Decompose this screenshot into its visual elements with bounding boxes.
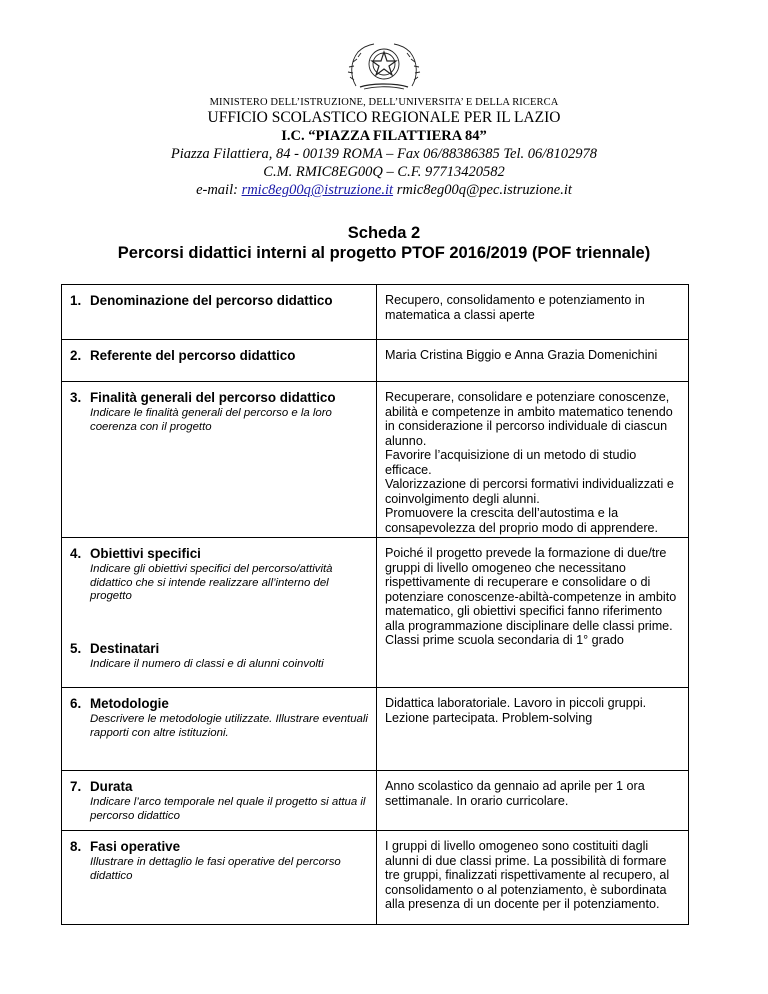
row-number: 3.	[70, 390, 82, 405]
table-row	[62, 771, 689, 831]
row-value-text: Anno scolastico da gennaio ad aprile per 1 ora settimanale. In orario curricolare.	[385, 779, 645, 808]
row-value-cell	[377, 831, 689, 925]
row-label: Metodologie	[90, 696, 169, 711]
table-row	[62, 688, 689, 771]
row-value-text: Promuovere la crescita dell’autostima e la consapevolezza del proprio modo di apprendere.	[385, 506, 659, 535]
school-codes: C.M. RMIC8EG00Q – C.F. 97713420582	[263, 164, 505, 180]
row-value-text: Didattica laboratoriale. Lavoro in piccoli gruppi. Lezione partecipata. Problem-solving	[385, 696, 647, 725]
email-link[interactable]: rmic8eg00q@istruzione.it	[241, 182, 394, 198]
email-prefix: e-mail:	[196, 182, 242, 198]
row-description: Indicare le finalità generali del percorso e la loro coerenza con il progetto	[90, 407, 332, 433]
row-value-cell	[377, 688, 689, 771]
row-label-cell	[62, 538, 377, 688]
row-label: Fasi operative	[90, 839, 181, 854]
row-description: Illustrare in dettaglio le fasi operative del percorso didattico	[90, 856, 341, 882]
row-value-text: I gruppi di livello omogeneo sono costituiti dagli alunni di due classi prime. La possibilità di formare tre gruppi, finalizzati rispettivamente al recupero, al consolidamento o al potenziamento, è subordinata alla presenza di un docente per il potenziamento.	[385, 839, 670, 911]
row-description: Indicare l’arco temporale nel quale il progetto si attua il percorso didattico	[90, 796, 366, 822]
row-value-cell	[377, 340, 689, 382]
row-description: Indicare il numero di classi e di alunni coinvolti	[90, 657, 324, 670]
row-number: 7.	[70, 779, 82, 794]
row-label: Destinatari	[90, 640, 160, 656]
row-value-text: Classi prime scuola secondaria di 1° grado	[385, 633, 624, 647]
row-value-text: Poiché il progetto prevede la formazione di due/tre gruppi di livello omogeneo che necessitano rispettivamente di recuperare e consolidare o di potenziare conoscenze-abiltà-competenze in ambito matematico, gli obiettivi specifici fanno riferimento alla programmazione disciplinare delle classi prime.	[385, 546, 677, 633]
row-label: Durata	[90, 779, 133, 794]
row-value-text: Favorire l’acquisizione di un metodo di studio efficace.	[385, 448, 637, 477]
document-title: Scheda 2	[347, 224, 421, 242]
row-number: 2.	[70, 348, 82, 363]
table-row	[62, 382, 689, 538]
row-label: Referente del percorso didattico	[90, 348, 296, 363]
table-row	[62, 831, 689, 925]
school-name: I.C. “PIAZZA FILATTIERA 84”	[281, 128, 487, 144]
scheda-table	[61, 284, 689, 925]
row-label: Finalità generali del percorso didattico	[90, 390, 336, 405]
row-number: 4.	[70, 546, 82, 561]
row-label: Obiettivi specifici	[90, 546, 201, 561]
ministry-line: MINISTERO DELL’ISTRUZIONE, DELL’UNIVERSITA’ E DELLA RICERCA	[209, 97, 559, 108]
row-description: Indicare gli obiettivi specifici del percorso/attività didattico che si intende realizzare all’interno del progetto	[90, 563, 333, 602]
row-value-cell	[377, 538, 689, 688]
table-row	[62, 285, 689, 340]
row-description: Descrivere le metodologie utilizzate. Illustrare eventuali rapporti con altre istituzioni.	[90, 713, 368, 739]
table-row	[62, 340, 689, 382]
row-label-cell	[62, 285, 377, 340]
regional-office-line: UFFICIO SCOLASTICO REGIONALE PER IL LAZIO	[207, 109, 561, 126]
row-value-cell	[377, 771, 689, 831]
school-email-line	[0, 182, 768, 199]
row-value-cell	[377, 285, 689, 340]
row-label: Denominazione del percorso didattico	[90, 293, 333, 308]
row-number: 6.	[70, 696, 82, 711]
document-subtitle: Percorsi didattici interni al progetto PTOF 2016/2019 (POF triennale)	[117, 244, 651, 262]
school-address: Piazza Filattiera, 84 - 00139 ROMA – Fax 06/88386385 Tel. 06/8102978	[170, 146, 598, 162]
row-value-text: Valorizzazione di percorsi formativi individualizzati e coinvolgimento degli alunni.	[385, 477, 674, 506]
row-value-text: Recupero, consolidamento e potenziamento in matematica a classi aperte	[385, 293, 645, 322]
row-value-cell	[377, 382, 689, 538]
row-label-cell	[62, 771, 377, 831]
row-value-text: Maria Cristina Biggio e Anna Grazia Domenichini	[385, 348, 658, 362]
row-value-text: Recuperare, consolidare e potenziare conoscenze, abilità e competenze in ambito matematico tenendo in considerazione il percorso individuale di ciascun alunno.	[385, 390, 673, 448]
row-label-cell	[62, 382, 377, 538]
row-number: 8.	[70, 839, 82, 854]
republic-emblem-icon	[346, 40, 422, 92]
pec-address: rmic8eg00q@pec.istruzione.it	[396, 182, 572, 198]
row-label-cell	[62, 831, 377, 925]
row-number: 5.	[70, 640, 82, 656]
table-row	[62, 538, 689, 688]
row-label-cell	[62, 340, 377, 382]
row-number: 1.	[70, 293, 82, 308]
row-label-cell	[62, 688, 377, 771]
